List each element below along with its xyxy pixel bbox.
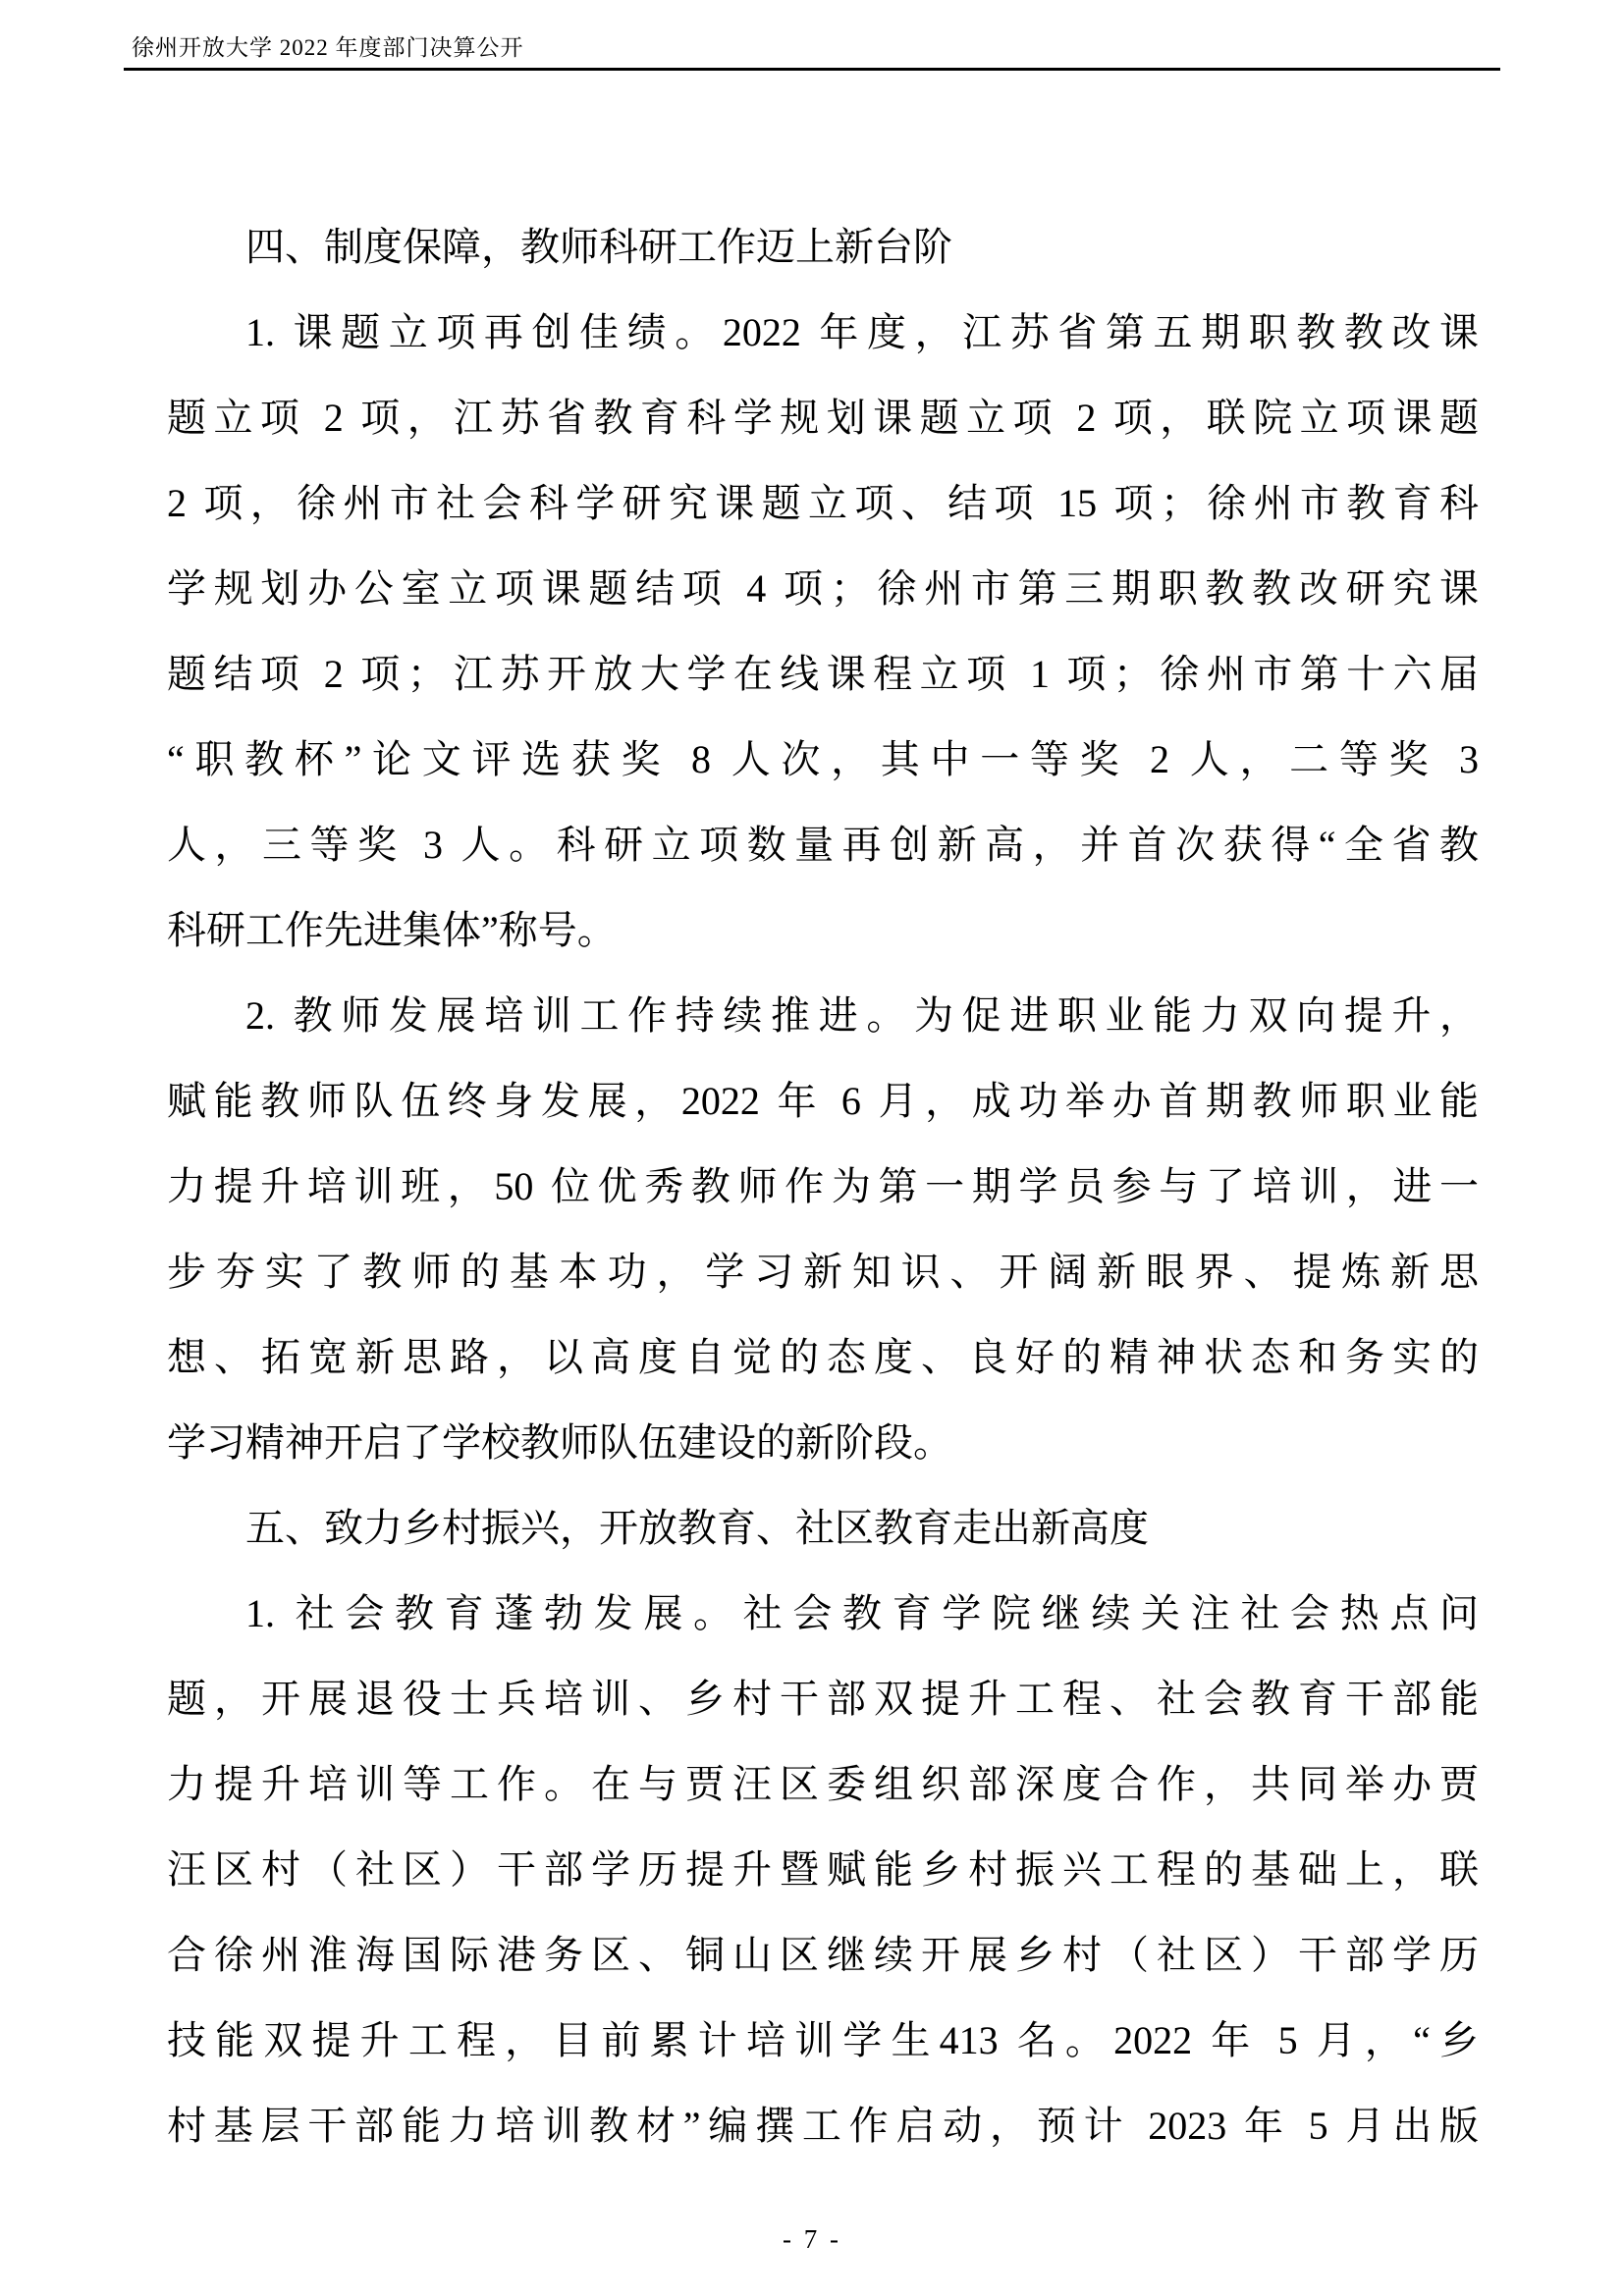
text-line: 四、制度保障，教师科研工作迈上新台阶	[245, 225, 952, 269]
text-line: 学习精神开启了学校教师队伍建设的新阶段。	[167, 1420, 952, 1465]
text-line: 技能双提升工程，目前累计培训学生413 名。2022 年 5 月，“乡	[167, 2018, 1479, 2062]
text-line: 汪区村（社区）干部学历提升暨赋能乡村振兴工程的基础上，联	[167, 1847, 1479, 1892]
text-line: 题，开展退役士兵培训、乡村干部双提升工程、社会教育干部能	[167, 1677, 1479, 1721]
text-line: 步夯实了教师的基本功，学习新知识、开阔新眼界、提炼新思	[167, 1250, 1479, 1294]
page-header	[124, 0, 1500, 71]
text-line: 2 项，徐州市社会科学研究课题立项、结项 15 项；徐州市教育科	[167, 481, 1479, 525]
text-line: 力提升培训等工作。在与贾汪区委组织部深度合作，共同举办贾	[167, 1762, 1479, 1806]
text-line: “职教杯”论文评选获奖 8 人次，其中一等奖 2 人，二等奖 3	[167, 737, 1479, 781]
page-footer	[0, 2224, 1624, 2255]
text-line: 学规划办公室立项课题结项 4 项；徐州市第三期职教教改研究课	[167, 566, 1479, 611]
page-number: - 7 -	[783, 2224, 841, 2254]
text-line: 2. 教师发展培训工作持续推进。为促进职业能力双向提升，	[245, 993, 1479, 1038]
text-line: 赋能教师队伍终身发展，2022 年 6 月，成功举办首期教师职业能	[167, 1079, 1479, 1123]
text-line: 题立项 2 项，江苏省教育科学规划课题立项 2 项，联院立项课题	[167, 396, 1479, 440]
document-body	[167, 71, 1479, 2168]
text-line: 村基层干部能力培训教材”编撰工作启动，预计 2023 年 5 月出版	[167, 2104, 1479, 2148]
text-line: 1. 课题立项再创佳绩。2022 年度，江苏省第五期职教教改课	[245, 310, 1479, 354]
text-line: 人，三等奖 3 人。科研立项数量再创新高，并首次获得“全省教	[167, 823, 1479, 867]
text-line: 合徐州淮海国际港务区、铜山区继续开展乡村（社区）干部学历	[167, 1933, 1479, 1977]
text-line: 力提升培训班，50 位优秀教师作为第一期学员参与了培训，进一	[167, 1164, 1479, 1208]
text-line: 题结项 2 项；江苏开放大学在线课程立项 1 项；徐州市第十六届	[167, 652, 1479, 696]
page-header-title: 徐州开放大学 2022 年度部门决算公开	[132, 35, 524, 60]
text-line: 想、拓宽新思路，以高度自觉的态度、良好的精神状态和务实的	[167, 1335, 1479, 1379]
text-line: 1. 社会教育蓬勃发展。社会教育学院继续关注社会热点问	[245, 1591, 1479, 1635]
text-line: 科研工作先进集体”称号。	[167, 908, 617, 952]
text-line: 五、致力乡村振兴，开放教育、社区教育走出新高度	[245, 1506, 1149, 1550]
